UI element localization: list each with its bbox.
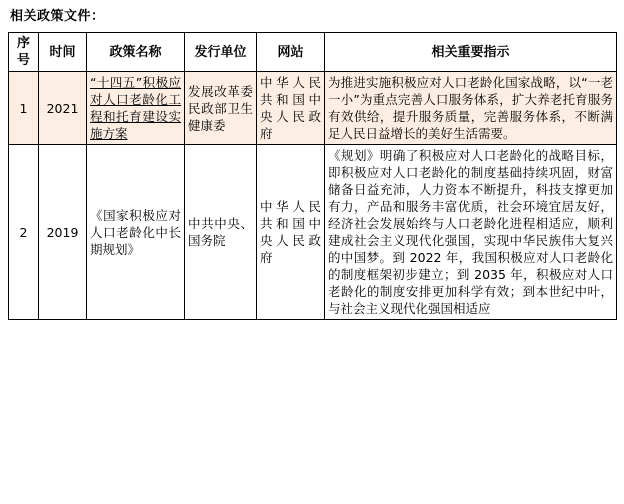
cell-issuing-unit — [185, 72, 257, 145]
cell-seq: 2 — [9, 145, 39, 320]
policy-name-text: 《国家积极应对人口老龄化中长期规划》 — [90, 207, 181, 257]
cell-description — [325, 145, 617, 320]
issuing-unit-text: 发展改革委民政部卫生健康委 — [188, 83, 253, 133]
policy-name-text: “十四五”积极应对人口老龄化工程和托育建设实施方案 — [90, 75, 181, 141]
cell-time: 2021 — [39, 72, 87, 145]
page-title: 相关政策文件： — [10, 9, 105, 24]
cell-website — [257, 145, 325, 320]
issuing-unit-text: 中共中央、国务院 — [188, 216, 253, 248]
description-text: 为推进实施积极应对人口老龄化国家战略，以“一老一小”为重点完善人口服务体系，扩大养老托育服务有效供给，提升服务质量，完善服务体系，不断满足人民日益增长的美好生活需要。 — [328, 75, 613, 141]
cell-time: 2019 — [39, 145, 87, 320]
cell-policy-name — [87, 145, 185, 320]
cell-seq: 1 — [9, 72, 39, 145]
description-text: 《规划》明确了积极应对人口老龄化的战略目标，即积极应对人口老龄化的制度基础持续巩固，财富储备日益充沛，人力资本不断提升，科技支撑更加有力，产品和服务丰富优质，社会环境宜居友好，经济社会发展始终与人口老龄化进程相适应，顺利建成社会主义现代化强国，实现中华民族伟大复兴的中国梦。到 2022 年，我国积极应对人口老龄化的制度框架初步建立；到 2035 年，积极应对人口老龄化的制度安排更加科学有效；到本世纪中叶，与社会主义现代化强国相适应 — [328, 148, 613, 316]
table-row — [9, 72, 617, 145]
policy-table — [8, 32, 617, 320]
table-header-row — [9, 33, 617, 72]
table-row — [9, 145, 617, 320]
website-text: 中华人民共和国中央人民政府 — [260, 75, 321, 141]
website-text: 中华人民共和国中央人民政府 — [260, 199, 321, 265]
cell-policy-name — [87, 72, 185, 145]
column-header-unit: 发行单位 — [185, 33, 257, 72]
column-header-time: 时间 — [39, 33, 87, 72]
column-header-name: 政策名称 — [87, 33, 185, 72]
cell-website — [257, 72, 325, 145]
cell-issuing-unit — [185, 145, 257, 320]
cell-description — [325, 72, 617, 145]
column-header-site: 网站 — [257, 33, 325, 72]
column-header-desc: 相关重要指示 — [325, 33, 617, 72]
column-header-seq: 序号 — [9, 33, 39, 72]
